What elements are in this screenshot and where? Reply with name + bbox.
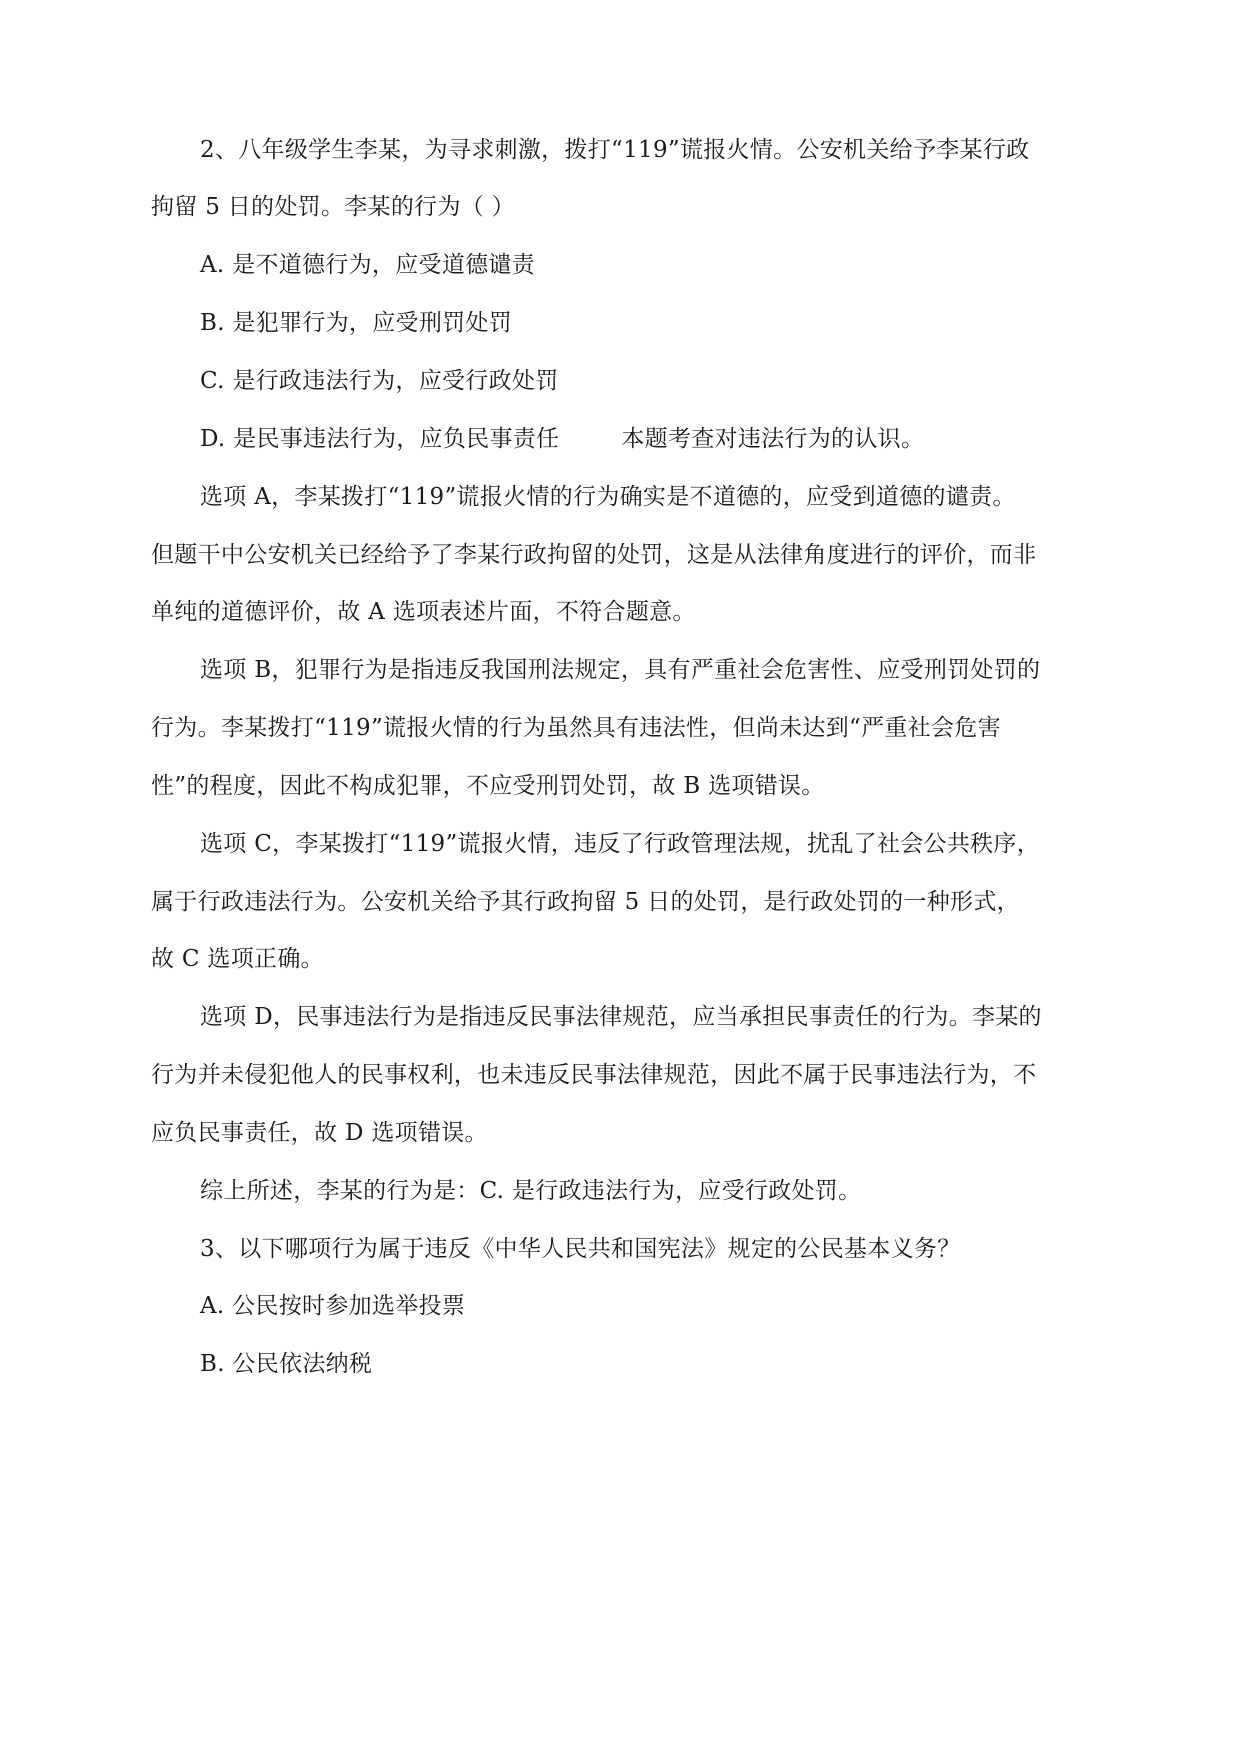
q2-option-a: A. 是不道德行为，应受道德谴责 bbox=[200, 252, 536, 278]
q2-conclusion: 综上所述，李某的行为是：C. 是行政违法行为，应受行政处罚。 bbox=[200, 1178, 862, 1204]
q2-analysis-a-line-1: 选项 A，李某拨打“119”谎报火情的行为确实是不道德的，应受到道德的谴责。 bbox=[200, 484, 1016, 510]
q2-option-d: D. 是民事违法行为，应负民事责任 bbox=[200, 426, 560, 452]
q2-analysis-intro: 本题考查对违法行为的认识。 bbox=[621, 426, 925, 452]
q3-option-a: A. 公民按时参加选举投票 bbox=[200, 1293, 466, 1319]
q2-analysis-a-line-3: 单纯的道德评价，故 A 选项表述片面，不符合题意。 bbox=[151, 599, 696, 625]
q2-analysis-a-line-2: 但题干中公安机关已经给予了李某行政拘留的处罚，这是从法律角度进行的评价，而非 bbox=[151, 542, 1037, 568]
q2-analysis-b-line-2: 行为。李某拨打“119”谎报火情的行为虽然具有违法性，但尚未达到“严重社会危害 bbox=[151, 715, 1001, 741]
q2-analysis-c-line-2: 属于行政违法行为。公安机关给予其行政拘留 5 日的处罚，是行政处罚的一种形式， bbox=[151, 889, 1020, 915]
q3-option-b: B. 公民依法纳税 bbox=[200, 1351, 373, 1377]
q2-analysis-b-line-1: 选项 B，犯罪行为是指违反我国刑法规定，具有严重社会危害性、应受刑罚处罚的 bbox=[200, 657, 1041, 683]
q2-analysis-d-line-1: 选项 D，民事违法行为是指违反民事法律规范，应当承担民事责任的行为。李某的 bbox=[200, 1004, 1042, 1030]
q2-analysis-c-line-3: 故 C 选项正确。 bbox=[151, 946, 324, 972]
q2-stem-line-2: 拘留 5 日的处罚。李某的行为（ ） bbox=[151, 194, 515, 220]
q2-analysis-d-line-3: 应负民事责任，故 D 选项错误。 bbox=[151, 1120, 488, 1146]
q2-stem-line-1: 2、八年级学生李某，为寻求刺激，拨打“119”谎报火情。公安机关给予李某行政 bbox=[200, 137, 1030, 163]
q2-analysis-b-line-3: 性”的程度，因此不构成犯罪，不应受刑罚处罚，故 B 选项错误。 bbox=[151, 773, 825, 799]
q3-stem: 3、以下哪项行为属于违反《中华人民共和国宪法》规定的公民基本义务？ bbox=[200, 1236, 961, 1262]
q2-analysis-d-line-2: 行为并未侵犯他人的民事权利，也未违反民事法律规范，因此不属于民事违法行为，不 bbox=[151, 1062, 1037, 1088]
q2-option-d-row bbox=[200, 424, 924, 454]
q2-option-c: C. 是行政违法行为，应受行政处罚 bbox=[200, 368, 559, 394]
q2-analysis-c-line-1: 选项 C，李某拨打“119”谎报火情，违反了行政管理法规，扰乱了社会公共秩序， bbox=[200, 831, 1041, 857]
q2-option-b: B. 是犯罪行为，应受刑罚处罚 bbox=[200, 310, 513, 336]
